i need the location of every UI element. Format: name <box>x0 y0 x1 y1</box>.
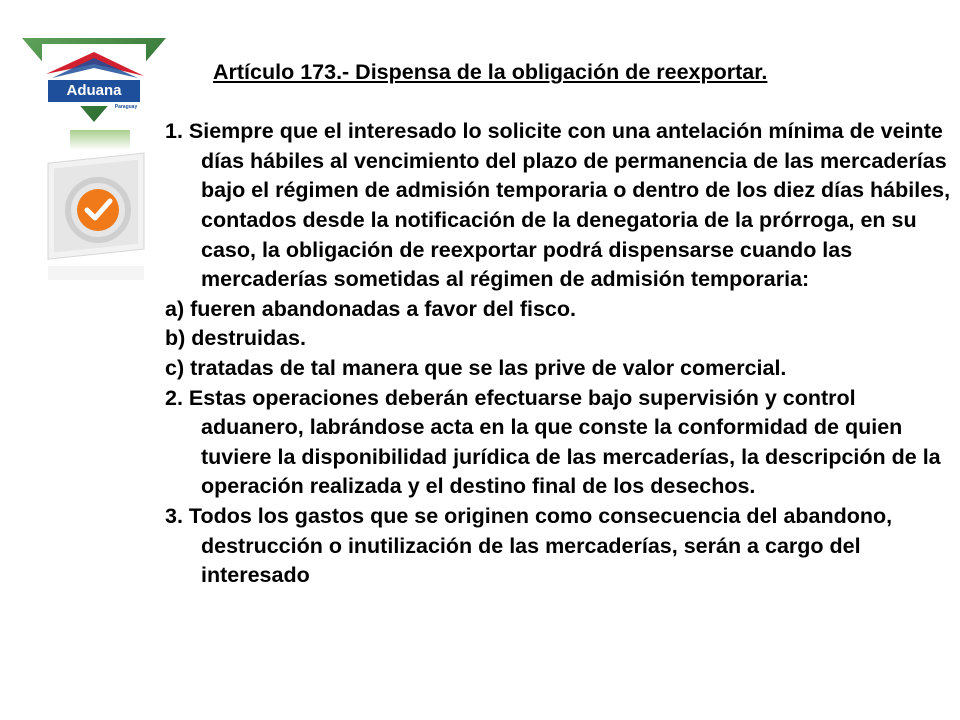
paragraph-1: 1. Siempre que el interesado lo solicite con una antelación mínima de veinte días hábiles al vencimiento del plazo de permanencia de las mercaderías bajo el régimen de admisión temporaria o dentro de los diez días hábiles, contados desde la notificación de la denegatoria de la prórroga, en su caso, la obligación de reexportar podrá dispensarse cuando las mercaderías sometidas al régimen de admisión temporaria: <box>165 119 951 292</box>
logo-brand: Aduana <box>66 82 122 99</box>
article-title: Artículo 173.- Dispensa de la obligación de reexportar. <box>213 60 768 84</box>
logo-subtitle: Paraguay <box>114 104 138 110</box>
certification-badge <box>40 130 158 280</box>
item-a: a) fueren abandonadas a favor del fisco. <box>165 296 576 321</box>
paragraph-2: 2. Estas operaciones deberán efectuarse bajo supervisión y control aduanero, labrándose acta en la que conste la conformidad de quien tuviere la disponibilidad jurídica de las mercaderías, la descripción de la operación realizada y el destino final de los desechos. <box>165 385 941 499</box>
article-body <box>165 58 955 591</box>
aduana-logo <box>22 38 166 122</box>
item-b: b) destruidas. <box>165 326 306 351</box>
certification-check-icon <box>77 189 119 231</box>
item-c: c) tratadas de tal manera que se las prive de valor comercial. <box>165 355 787 380</box>
paragraph-3: 3. Todos los gastos que se originen como consecuencia del abandono, destrucción o inutilización de las mercaderías, serán a cargo del interesado <box>165 503 893 588</box>
